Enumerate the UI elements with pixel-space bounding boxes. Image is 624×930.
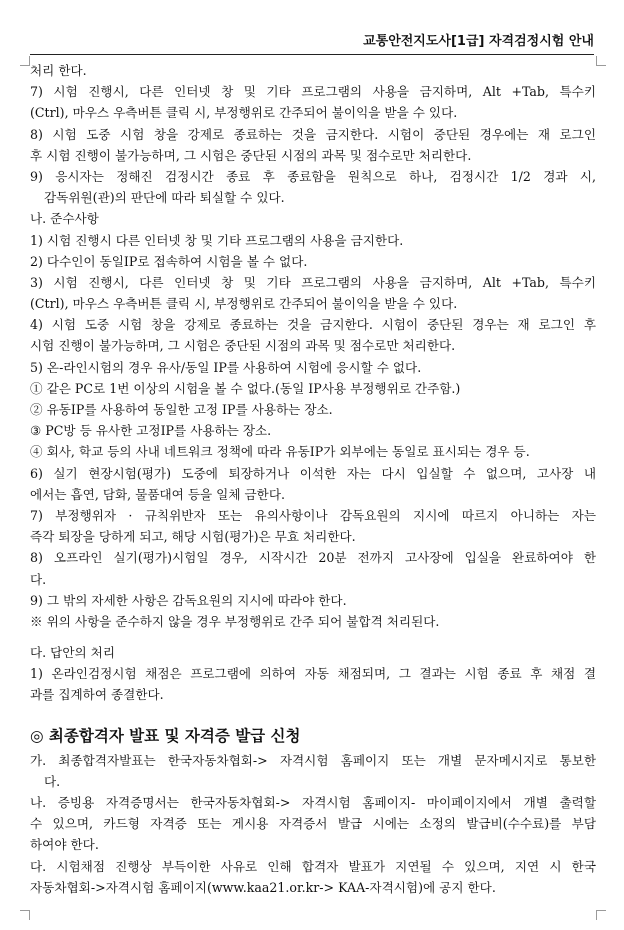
text-line: 시험 진행이 불가능하며, 그 시험은 중단된 시점의 과목 및 점수로만 처리한다. [30,338,456,354]
text-line: 즉각 퇴장을 당하게 되고, 해당 시험(평가)은 무효 처리한다. [30,529,356,545]
text-line: 8) 오프라인 실기(평가)시험일 경우, 시작시간 20분 전까지 고사장에 입실을 완료하여야 한 [30,550,596,566]
text-line: 감독위원(관)의 판단에 따라 퇴실할 수 있다. [44,190,285,206]
text-line: 2) 다수인이 동일IP로 접속하여 시험을 볼 수 없다. [30,253,308,269]
text-line: 나. 준수사항 [30,211,99,227]
text-line: (Ctrl), 마우스 우측버튼 클릭 시, 부정행위로 간주되어 불이익을 받을 수 있다. [30,105,458,121]
text-line: 9) 응시자는 정해진 검정시간 종료 후 종료함을 원칙으로 하나, 검정시간 1/2 경과 시, [30,168,596,184]
text-line: 4) 시험 도중 시험 창을 강제로 종료하는 것을 금지한다. 시험이 중단된 경우는 재 로그인 후 [30,317,596,333]
text-line: 7) 시험 진행시, 다른 인터넷 창 및 기타 프로그램의 사용을 금지하며, Alt +Tab, 특수키 [30,84,596,100]
text-line: ① 같은 PC로 1번 이상의 시험을 볼 수 없다.(동일 IP사용 부정행위로 간주함.) [30,380,461,396]
section-heading: ◎ 최종합격자 발표 및 자격증 발급 신청 [30,726,301,745]
corner-mark-top-left [20,56,30,66]
page-header-title: 교통안전지도사[1급] 자격검정시험 안내 [363,34,594,49]
text-line: 에서는 흡연, 담화, 물품대여 등을 일체 금한다. [30,486,286,502]
text-line: 나. 증빙용 자격증명서는 한국자동차협회-> 자격시험 홈페이지- 마이페이지에서 개별 출력할 [30,795,596,810]
text-line: 과를 집계하여 종결한다. [30,687,164,703]
rules-block [30,60,596,632]
text-line: ② 유동IP를 사용하여 동일한 고정 IP를 사용하는 장소. [30,402,333,417]
text-line: 하여야 한다. [30,837,99,853]
spacer [30,706,596,722]
text-line: 가. 최종합격자발표는 한국자동차협회-> 자격시험 홈페이지 또는 개별 문자메시지로 통보한 [30,752,596,768]
text-line: 5) 온-라인시험의 경우 유사/동일 IP를 사용하여 시험에 응시할 수 없다. [30,359,422,375]
text-line: (Ctrl), 마우스 우측버튼 클릭 시, 부정행위로 간주되어 불이익을 받을 수 있다. [30,296,458,312]
answer-processing-block [30,642,596,706]
header-rule [30,54,594,55]
text-line: 7) 부정행위자 · 규칙위반자 또는 유의사항이나 감독요원의 지시에 따르지 아니하는 자는 [30,507,596,523]
text-line: 자동차협회->자격시험 홈페이지(www.kaa21.or.kr-> KAA-자격시험)에 공지 한다. [30,879,496,895]
text-line: 6) 실기 현장시험(평가) 도중에 퇴장하거나 이석한 자는 다시 입실할 수 없으며, 고사장 내 [30,465,596,481]
final-results-block [30,750,596,898]
text-line: 다. [30,571,47,587]
text-line: 수 있으며, 카드형 자격증 또는 게시용 자격증서 발급 시에는 소정의 발급비(수수료)를 부담 [30,816,596,832]
text-line: 8) 시험 도중 시험 창을 강제로 종료하는 것을 금지한다. 시험이 중단된 경우에는 재 로그인 [30,126,596,142]
text-line: 3) 시험 진행시, 다른 인터넷 창 및 기타 프로그램의 사용을 금지하며, Alt +Tab, 특수키 [30,274,596,290]
text-line: 다. [44,773,61,789]
text-line: ③ PC방 등 유사한 고정IP를 사용하는 장소. [30,423,272,439]
text-line: 처리 한다. [30,63,87,78]
spacer [30,632,596,642]
corner-mark-top-right [596,56,606,66]
corner-mark-bottom-left [20,910,30,920]
text-line: 후 시험 진행이 불가능하며, 그 시험은 중단된 시점의 과목 및 점수로만 처리한다. [30,147,472,163]
text-line: ④ 회사, 학교 등의 사내 네트워크 정책에 따라 유동IP가 외부에는 동일로 표시되는 경우 등. [30,444,530,460]
text-line: 다. 시험채점 진행상 부득이한 사유로 인해 합격자 발표가 지연될 수 있으며, 지연 시 한국 [30,858,596,874]
text-line: 9) 그 밖의 자세한 사항은 감독요원의 지시에 따라야 한다. [30,592,347,608]
text-line: 1) 온라인검정시험 채점은 프로그램에 의하여 자동 채점되며, 그 결과는 시험 종료 후 채점 결 [30,666,596,682]
text-line: 다. 답안의 처리 [30,645,116,661]
corner-mark-bottom-right [596,910,606,920]
text-line: 1) 시험 진행시 다른 인터넷 창 및 기타 프로그램의 사용을 금지한다. [30,232,404,248]
document-body [30,60,596,898]
text-line: ※ 위의 사항을 준수하지 않을 경우 부정행위로 간주 되어 불합격 처리된다. [30,613,440,629]
